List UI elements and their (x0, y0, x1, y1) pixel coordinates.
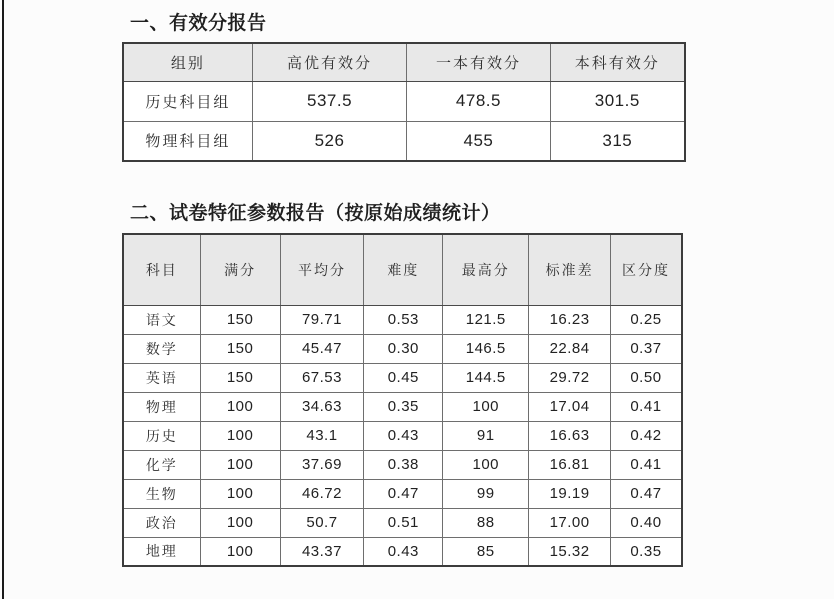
table-header-row (123, 234, 682, 305)
value-cell: 100 (200, 479, 280, 508)
value-cell: 121.5 (443, 305, 529, 334)
value-cell: 0.47 (610, 479, 682, 508)
value-cell: 0.41 (610, 392, 682, 421)
value-cell: 15.32 (529, 537, 611, 566)
table-row (123, 537, 682, 566)
column-header: 平均分 (280, 234, 364, 305)
row-label-cell: 生物 (123, 479, 200, 508)
table-row (123, 508, 682, 537)
column-header: 最高分 (443, 234, 529, 305)
value-cell: 0.47 (364, 479, 443, 508)
value-cell: 45.47 (280, 334, 364, 363)
row-label-cell: 历史科目组 (123, 81, 252, 121)
value-cell: 301.5 (550, 81, 685, 121)
value-cell: 0.35 (610, 537, 682, 566)
table-row (123, 363, 682, 392)
value-cell: 0.42 (610, 421, 682, 450)
table-row (123, 305, 682, 334)
value-cell: 0.25 (610, 305, 682, 334)
value-cell: 150 (200, 305, 280, 334)
row-label-cell: 物理 (123, 392, 200, 421)
value-cell: 50.7 (280, 508, 364, 537)
value-cell: 100 (200, 508, 280, 537)
value-cell: 315 (550, 121, 685, 161)
value-cell: 455 (407, 121, 550, 161)
value-cell: 150 (200, 334, 280, 363)
value-cell: 150 (200, 363, 280, 392)
table-row (123, 392, 682, 421)
value-cell: 0.45 (364, 363, 443, 392)
value-cell: 100 (200, 537, 280, 566)
row-label-cell: 地理 (123, 537, 200, 566)
table-row (123, 81, 685, 121)
row-label-cell: 物理科目组 (123, 121, 252, 161)
value-cell: 43.1 (280, 421, 364, 450)
value-cell: 37.69 (280, 450, 364, 479)
column-header: 一本有效分 (407, 43, 550, 81)
value-cell: 17.00 (529, 508, 611, 537)
column-header: 组别 (123, 43, 252, 81)
value-cell: 85 (443, 537, 529, 566)
value-cell: 43.37 (280, 537, 364, 566)
value-cell: 100 (200, 392, 280, 421)
table-row (123, 121, 685, 161)
column-header: 区分度 (610, 234, 682, 305)
row-label-cell: 数学 (123, 334, 200, 363)
left-edge-line (2, 0, 4, 599)
value-cell: 526 (252, 121, 407, 161)
value-cell: 537.5 (252, 81, 407, 121)
value-cell: 79.71 (280, 305, 364, 334)
value-cell: 19.19 (529, 479, 611, 508)
column-header: 科目 (123, 234, 200, 305)
value-cell: 88 (443, 508, 529, 537)
column-header: 本科有效分 (550, 43, 685, 81)
column-header: 高优有效分 (252, 43, 407, 81)
row-label-cell: 政治 (123, 508, 200, 537)
value-cell: 100 (443, 450, 529, 479)
section2-title: 二、试卷特征参数报告（按原始成绩统计） (130, 203, 501, 224)
value-cell: 0.30 (364, 334, 443, 363)
value-cell: 0.50 (610, 363, 682, 392)
value-cell: 100 (200, 421, 280, 450)
value-cell: 17.04 (529, 392, 611, 421)
column-header: 标准差 (529, 234, 611, 305)
value-cell: 0.43 (364, 537, 443, 566)
value-cell: 478.5 (407, 81, 550, 121)
column-header: 难度 (364, 234, 443, 305)
value-cell: 22.84 (529, 334, 611, 363)
value-cell: 0.37 (610, 334, 682, 363)
section1-title: 一、有效分报告 (130, 13, 267, 34)
table-row (123, 334, 682, 363)
value-cell: 91 (443, 421, 529, 450)
value-cell: 16.63 (529, 421, 611, 450)
value-cell: 146.5 (443, 334, 529, 363)
value-cell: 99 (443, 479, 529, 508)
row-label-cell: 历史 (123, 421, 200, 450)
column-header: 满分 (200, 234, 280, 305)
value-cell: 29.72 (529, 363, 611, 392)
value-cell: 144.5 (443, 363, 529, 392)
value-cell: 0.38 (364, 450, 443, 479)
value-cell: 0.53 (364, 305, 443, 334)
value-cell: 0.43 (364, 421, 443, 450)
value-cell: 100 (443, 392, 529, 421)
row-label-cell: 英语 (123, 363, 200, 392)
table-row (123, 421, 682, 450)
value-cell: 0.41 (610, 450, 682, 479)
value-cell: 16.81 (529, 450, 611, 479)
value-cell: 100 (200, 450, 280, 479)
row-label-cell: 化学 (123, 450, 200, 479)
table-row (123, 479, 682, 508)
effective-score-table (122, 42, 686, 162)
row-label-cell: 语文 (123, 305, 200, 334)
value-cell: 0.51 (364, 508, 443, 537)
value-cell: 0.35 (364, 392, 443, 421)
table-header-row (123, 43, 685, 81)
table-row (123, 450, 682, 479)
value-cell: 0.40 (610, 508, 682, 537)
value-cell: 67.53 (280, 363, 364, 392)
value-cell: 34.63 (280, 392, 364, 421)
value-cell: 46.72 (280, 479, 364, 508)
exam-parameters-table (122, 233, 683, 567)
value-cell: 16.23 (529, 305, 611, 334)
